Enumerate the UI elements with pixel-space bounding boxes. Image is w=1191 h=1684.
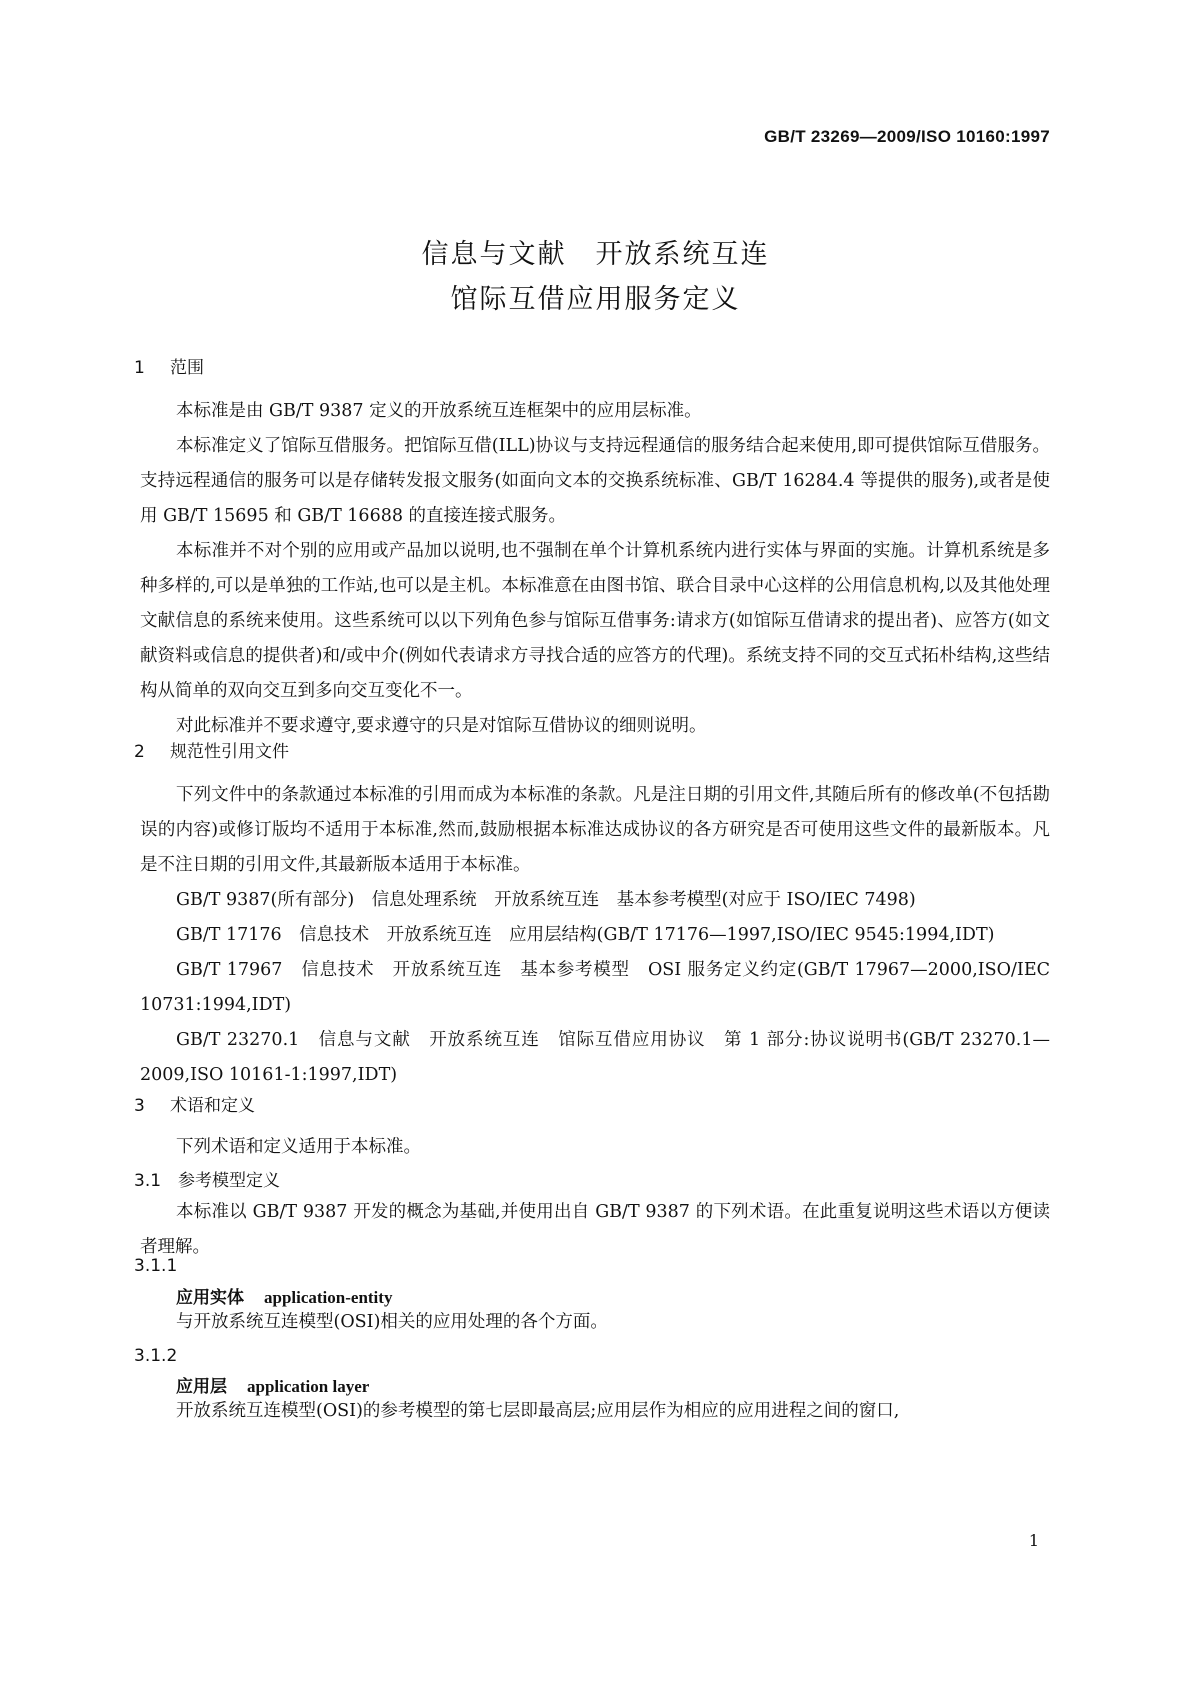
section-title: 术语和定义 <box>170 1096 255 1116</box>
term-3-1-2-number: 3.1.2 <box>134 1346 178 1366</box>
section-1-heading <box>134 353 204 378</box>
section-number: 1 <box>134 358 145 378</box>
document-title-line2: 馆际互借应用服务定义 <box>450 284 741 315</box>
definition: 与开放系统互连模型(OSI)相关的应用处理的各个方面。 <box>176 1312 608 1332</box>
subsection-number: 3.1 <box>134 1171 162 1191</box>
paragraph: 本标准定义了馆际互借服务。把馆际互借(ILL)协议与支持远程通信的服务结合起来使用,即可提供馆际互借服务。支持远程通信的服务可以是存储转发报文服务(如面向文本的交换系统标准、GB/T 16284.4 等提供的服务),或者是使用 GB/T 15695 和 GB/T 16688 的直接连接式服务。 <box>140 436 1050 526</box>
reference-item: GB/T 9387(所有部分) 信息处理系统 开放系统互连 基本参考模型(对应于 ISO/IEC 7498) <box>176 890 916 910</box>
term-en: application-entity <box>264 1288 393 1307</box>
paragraph: 本标准以 GB/T 9387 开发的概念为基础,并使用出自 GB/T 9387 的下列术语。在此重复说明这些术语以方便读者理解。 <box>140 1202 1050 1257</box>
standard-code: GB/T 23269—2009/ISO 10160:1997 <box>764 127 1050 146</box>
document-title-line1: 信息与文献 开放系统互连 <box>421 239 770 270</box>
paragraph: 下列术语和定义适用于本标准。 <box>176 1137 421 1157</box>
definition: 开放系统互连模型(OSI)的参考模型的第七层即最高层;应用层作为相应的应用进程之间的窗口, <box>176 1401 900 1421</box>
paragraph: 本标准是由 GB/T 9387 定义的开放系统互连框架中的应用层标准。 <box>176 401 702 421</box>
paragraph: 下列文件中的条款通过本标准的引用而成为本标准的条款。凡是注日期的引用文件,其随后所有的修改单(不包括勘误的内容)或修订版均不适用于本标准,然而,鼓励根据本标准达成协议的各方研究是否可使用这些文件的最新版本。凡是不注日期的引用文件,其最新版本适用于本标准。 <box>140 785 1050 875</box>
term-3-1-1-definition <box>140 1305 1050 1340</box>
page-number: 1 <box>1028 1531 1039 1550</box>
section-number: 3 <box>134 1096 145 1116</box>
section-3-intro <box>140 1130 1050 1165</box>
subsection-3-1-body <box>140 1195 1050 1265</box>
section-1-body <box>140 394 1050 744</box>
reference-item: GB/T 17967 信息技术 开放系统互连 基本参考模型 OSI 服务定义约定(GB/T 17967—2000,ISO/IEC 10731:1994,IDT) <box>140 960 1050 1015</box>
subsection-title: 参考模型定义 <box>178 1171 280 1191</box>
reference-item: GB/T 23270.1 信息与文献 开放系统互连 馆际互借应用协议 第 1 部分:协议说明书(GB/T 23270.1—2009,ISO 10161-1:1997,IDT) <box>140 1030 1050 1085</box>
paragraph: 本标准并不对个别的应用或产品加以说明,也不强制在单个计算机系统内进行实体与界面的实施。计算机系统是多种多样的,可以是单独的工作站,也可以是主机。本标准意在由图书馆、联合目录中心这样的公用信息机构,以及其他处理文献信息的系统来使用。这些系统可以以下列角色参与馆际互借事务:请求方(如馆际互借请求的提出者)、应答方(如文献资料或信息的提供者)和/或中介(例如代表请求方寻找合适的应答方的代理)。系统支持不同的交互式拓朴结构,这些结构从简单的双向交互到多向交互变化不一。 <box>140 541 1050 701</box>
subsection-3-1-heading <box>134 1166 280 1191</box>
term-3-1-2-definition <box>140 1394 1050 1429</box>
term-en: application layer <box>247 1377 370 1396</box>
paragraph: 对此标准并不要求遵守,要求遵守的只是对馆际互借协议的细则说明。 <box>176 716 707 736</box>
section-number: 2 <box>134 742 145 762</box>
term-zh: 应用实体 <box>176 1288 244 1308</box>
section-title: 规范性引用文件 <box>170 742 289 762</box>
section-3-heading <box>134 1091 255 1116</box>
section-2-body <box>140 778 1050 1093</box>
section-title: 范围 <box>170 358 204 378</box>
term-zh: 应用层 <box>176 1377 227 1397</box>
reference-item: GB/T 17176 信息技术 开放系统互连 应用层结构(GB/T 17176—1997,ISO/IEC 9545:1994,IDT) <box>176 925 995 945</box>
section-2-heading <box>134 737 289 762</box>
term-3-1-1-number: 3.1.1 <box>134 1256 178 1276</box>
